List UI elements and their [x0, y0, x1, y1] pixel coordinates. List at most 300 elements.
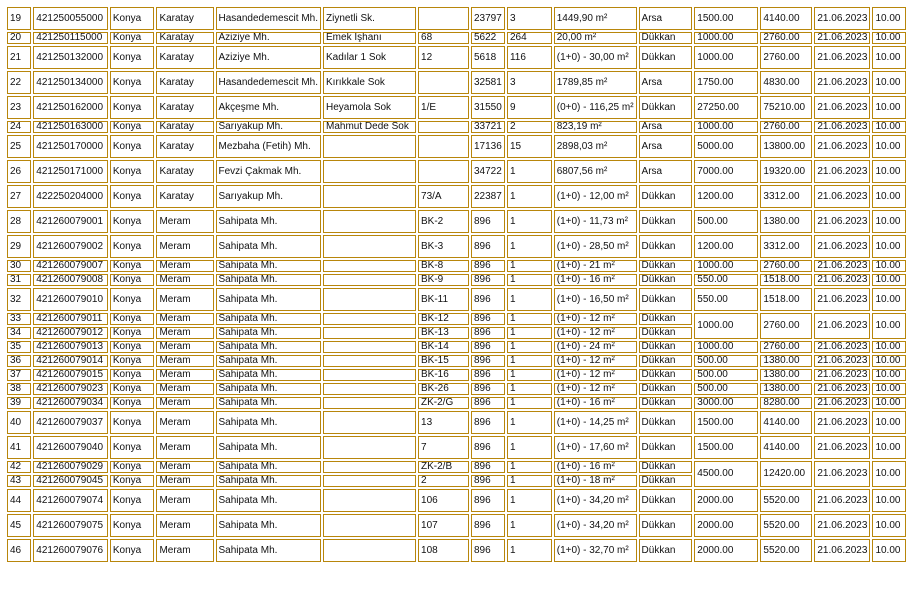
area-cell: (1+0) - 16 m² [554, 461, 637, 473]
tender-date-cell: 21.06.2023 [814, 32, 870, 44]
table-row [7, 411, 906, 434]
row-number-cell: 43 [7, 475, 31, 487]
street-cell [323, 355, 416, 367]
neighborhood-cell: Sahipata Mh. [216, 489, 322, 512]
block-cell: 1 [507, 461, 552, 473]
province-cell: Konya [110, 121, 155, 133]
row-number-cell: 25 [7, 135, 31, 158]
row-number-cell: 39 [7, 397, 31, 409]
row-number-cell: 19 [7, 7, 31, 30]
street-cell [323, 260, 416, 272]
district-cell: Meram [156, 369, 213, 381]
tender-date-cell: 21.06.2023 [814, 135, 870, 158]
property-code-cell: 421260079008 [33, 274, 108, 286]
door-number-cell: BK-11 [418, 288, 469, 311]
tender-time-cell: 10.00 [872, 461, 906, 487]
deposit-amount-cell: 75210.00 [760, 96, 812, 119]
block-cell: 3 [507, 71, 552, 94]
table-row [7, 135, 906, 158]
rent-amount-cell: 27250.00 [694, 96, 758, 119]
district-cell: Meram [156, 274, 213, 286]
property-code-cell: 421250162000 [33, 96, 108, 119]
tender-date-cell: 21.06.2023 [814, 260, 870, 272]
parcel-cell: 31550 [471, 96, 505, 119]
tender-date-cell: 21.06.2023 [814, 411, 870, 434]
row-number-cell: 29 [7, 235, 31, 258]
parcel-cell: 896 [471, 539, 505, 562]
table-row [7, 185, 906, 208]
table-row [7, 313, 906, 325]
area-cell: 2898,03 m² [554, 135, 637, 158]
property-type-cell: Dükkan [639, 96, 693, 119]
property-code-cell: 421250170000 [33, 135, 108, 158]
row-number-cell: 28 [7, 210, 31, 233]
district-cell: Meram [156, 489, 213, 512]
tender-date-cell: 21.06.2023 [814, 436, 870, 459]
deposit-amount-cell: 5520.00 [760, 489, 812, 512]
district-cell: Meram [156, 461, 213, 473]
table-row [7, 383, 906, 395]
neighborhood-cell: Sahipata Mh. [216, 397, 322, 409]
district-cell: Meram [156, 475, 213, 487]
row-number-cell: 23 [7, 96, 31, 119]
property-code-cell: 421260079002 [33, 235, 108, 258]
table-row [7, 7, 906, 30]
block-cell: 15 [507, 135, 552, 158]
deposit-amount-cell: 1380.00 [760, 369, 812, 381]
row-number-cell: 26 [7, 160, 31, 183]
property-type-cell: Arsa [639, 160, 693, 183]
table-row [7, 160, 906, 183]
district-cell: Meram [156, 355, 213, 367]
deposit-amount-cell: 4830.00 [760, 71, 812, 94]
district-cell: Karatay [156, 71, 213, 94]
rent-amount-cell: 500.00 [694, 369, 758, 381]
neighborhood-cell: Sahipata Mh. [216, 411, 322, 434]
parcel-cell: 896 [471, 327, 505, 339]
district-cell: Karatay [156, 96, 213, 119]
door-number-cell: BK-14 [418, 341, 469, 353]
area-cell: (0+0) - 116,25 m² [554, 96, 637, 119]
parcel-cell: 896 [471, 235, 505, 258]
tender-time-cell: 10.00 [872, 71, 906, 94]
street-cell: Ziynetli Sk. [323, 7, 416, 30]
rent-amount-cell: 1000.00 [694, 341, 758, 353]
street-cell [323, 135, 416, 158]
parcel-cell: 896 [471, 489, 505, 512]
tender-date-cell: 21.06.2023 [814, 383, 870, 395]
block-cell: 1 [507, 475, 552, 487]
property-code-cell: 421260079040 [33, 436, 108, 459]
door-number-cell: BK-12 [418, 313, 469, 325]
tender-time-cell: 10.00 [872, 489, 906, 512]
parcel-cell: 5618 [471, 46, 505, 69]
district-cell: Meram [156, 397, 213, 409]
deposit-amount-cell: 8280.00 [760, 397, 812, 409]
area-cell: 1449,90 m² [554, 7, 637, 30]
door-number-cell: 7 [418, 436, 469, 459]
door-number-cell: 108 [418, 539, 469, 562]
deposit-amount-cell: 1518.00 [760, 288, 812, 311]
rent-amount-cell: 2000.00 [694, 539, 758, 562]
province-cell: Konya [110, 260, 155, 272]
province-cell: Konya [110, 135, 155, 158]
district-cell: Karatay [156, 121, 213, 133]
rent-amount-cell: 1000.00 [694, 46, 758, 69]
property-code-cell: 421260079034 [33, 397, 108, 409]
area-cell: 1789,85 m² [554, 71, 637, 94]
tender-date-cell: 21.06.2023 [814, 514, 870, 537]
rent-amount-cell: 1000.00 [694, 260, 758, 272]
door-number-cell: ZK-2/G [418, 397, 469, 409]
tender-time-cell: 10.00 [872, 96, 906, 119]
area-cell: (1+0) - 34,20 m² [554, 489, 637, 512]
tender-time-cell: 10.00 [872, 7, 906, 30]
area-cell: (1+0) - 12 m² [554, 313, 637, 325]
tender-time-cell: 10.00 [872, 539, 906, 562]
row-number-cell: 24 [7, 121, 31, 133]
neighborhood-cell: Sahipata Mh. [216, 514, 322, 537]
province-cell: Konya [110, 288, 155, 311]
tender-time-cell: 10.00 [872, 411, 906, 434]
row-number-cell: 45 [7, 514, 31, 537]
deposit-amount-cell: 12420.00 [760, 461, 812, 487]
property-code-cell: 421250132000 [33, 46, 108, 69]
province-cell: Konya [110, 383, 155, 395]
rent-amount-cell: 1000.00 [694, 121, 758, 133]
province-cell: Konya [110, 475, 155, 487]
block-cell: 1 [507, 539, 552, 562]
row-number-cell: 37 [7, 369, 31, 381]
property-type-cell: Dükkan [639, 341, 693, 353]
door-number-cell: BK-16 [418, 369, 469, 381]
province-cell: Konya [110, 274, 155, 286]
tender-time-cell: 10.00 [872, 369, 906, 381]
row-number-cell: 30 [7, 260, 31, 272]
property-type-cell: Dükkan [639, 235, 693, 258]
province-cell: Konya [110, 355, 155, 367]
tender-date-cell: 21.06.2023 [814, 46, 870, 69]
block-cell: 2 [507, 121, 552, 133]
property-type-cell: Arsa [639, 135, 693, 158]
tender-date-cell: 21.06.2023 [814, 185, 870, 208]
parcel-cell: 22387 [471, 185, 505, 208]
tender-time-cell: 10.00 [872, 355, 906, 367]
property-code-cell: 421260079012 [33, 327, 108, 339]
row-number-cell: 33 [7, 313, 31, 325]
property-type-cell: Dükkan [639, 185, 693, 208]
parcel-cell: 33721 [471, 121, 505, 133]
parcel-cell: 896 [471, 341, 505, 353]
district-cell: Karatay [156, 185, 213, 208]
table-row [7, 96, 906, 119]
tender-date-cell: 21.06.2023 [814, 489, 870, 512]
province-cell: Konya [110, 185, 155, 208]
rent-amount-cell: 2000.00 [694, 514, 758, 537]
rent-amount-cell: 500.00 [694, 383, 758, 395]
property-code-cell: 421260079029 [33, 461, 108, 473]
property-type-cell: Dükkan [639, 514, 693, 537]
province-cell: Konya [110, 46, 155, 69]
neighborhood-cell: Sahipata Mh. [216, 436, 322, 459]
row-number-cell: 21 [7, 46, 31, 69]
province-cell: Konya [110, 489, 155, 512]
parcel-cell: 896 [471, 411, 505, 434]
street-cell [323, 313, 416, 325]
district-cell: Karatay [156, 46, 213, 69]
parcel-cell: 896 [471, 514, 505, 537]
door-number-cell: 12 [418, 46, 469, 69]
property-code-cell: 421260079023 [33, 383, 108, 395]
tender-date-cell: 21.06.2023 [814, 96, 870, 119]
street-cell [323, 210, 416, 233]
neighborhood-cell: Sahipata Mh. [216, 383, 322, 395]
district-cell: Meram [156, 210, 213, 233]
area-cell: (1+0) - 24 m² [554, 341, 637, 353]
property-type-cell: Dükkan [639, 355, 693, 367]
block-cell: 1 [507, 383, 552, 395]
tender-time-cell: 10.00 [872, 288, 906, 311]
parcel-cell: 896 [471, 475, 505, 487]
property-type-cell: Dükkan [639, 288, 693, 311]
table-body [7, 7, 906, 562]
rent-amount-cell: 1500.00 [694, 436, 758, 459]
table-row [7, 355, 906, 367]
door-number-cell: 107 [418, 514, 469, 537]
street-cell: Mahmut Dede Sok [323, 121, 416, 133]
tender-time-cell: 10.00 [872, 383, 906, 395]
property-type-cell: Dükkan [639, 411, 693, 434]
table-row [7, 341, 906, 353]
parcel-cell: 32581 [471, 71, 505, 94]
district-cell: Karatay [156, 32, 213, 44]
parcel-cell: 896 [471, 210, 505, 233]
district-cell: Karatay [156, 160, 213, 183]
province-cell: Konya [110, 461, 155, 473]
property-type-cell: Dükkan [639, 461, 693, 473]
province-cell: Konya [110, 7, 155, 30]
province-cell: Konya [110, 436, 155, 459]
street-cell [323, 411, 416, 434]
block-cell: 1 [507, 514, 552, 537]
area-cell: 823,19 m² [554, 121, 637, 133]
street-cell [323, 383, 416, 395]
district-cell: Meram [156, 288, 213, 311]
area-cell: (1+0) - 18 m² [554, 475, 637, 487]
property-code-cell: 421250163000 [33, 121, 108, 133]
deposit-amount-cell: 1380.00 [760, 383, 812, 395]
door-number-cell [418, 7, 469, 30]
street-cell: Emek İşhanı [323, 32, 416, 44]
deposit-amount-cell: 2760.00 [760, 32, 812, 44]
block-cell: 9 [507, 96, 552, 119]
neighborhood-cell: Fevzi Çakmak Mh. [216, 160, 322, 183]
rent-amount-cell: 550.00 [694, 288, 758, 311]
street-cell: Kırıkkale Sok [323, 71, 416, 94]
area-cell: (1+0) - 12 m² [554, 383, 637, 395]
area-cell: (1+0) - 28,50 m² [554, 235, 637, 258]
door-number-cell: BK-2 [418, 210, 469, 233]
door-number-cell: BK-15 [418, 355, 469, 367]
district-cell: Meram [156, 313, 213, 325]
row-number-cell: 20 [7, 32, 31, 44]
area-cell: (1+0) - 16,50 m² [554, 288, 637, 311]
area-cell: (1+0) - 16 m² [554, 397, 637, 409]
block-cell: 1 [507, 313, 552, 325]
neighborhood-cell: Hasandedemescit Mh. [216, 7, 322, 30]
door-number-cell [418, 121, 469, 133]
street-cell [323, 274, 416, 286]
deposit-amount-cell: 19320.00 [760, 160, 812, 183]
district-cell: Meram [156, 341, 213, 353]
deposit-amount-cell: 1518.00 [760, 274, 812, 286]
street-cell: Kadılar 1 Sok [323, 46, 416, 69]
property-code-cell: 421250115000 [33, 32, 108, 44]
street-cell [323, 397, 416, 409]
block-cell: 264 [507, 32, 552, 44]
province-cell: Konya [110, 539, 155, 562]
street-cell [323, 369, 416, 381]
street-cell [323, 514, 416, 537]
property-type-cell: Dükkan [639, 489, 693, 512]
area-cell: (1+0) - 17,60 m² [554, 436, 637, 459]
area-cell: (1+0) - 21 m² [554, 260, 637, 272]
block-cell: 1 [507, 355, 552, 367]
property-code-cell: 421260079037 [33, 411, 108, 434]
block-cell: 1 [507, 489, 552, 512]
area-cell: (1+0) - 12 m² [554, 369, 637, 381]
district-cell: Karatay [156, 7, 213, 30]
area-cell: (1+0) - 30,00 m² [554, 46, 637, 69]
parcel-cell: 896 [471, 313, 505, 325]
rent-amount-cell: 500.00 [694, 355, 758, 367]
tender-time-cell: 10.00 [872, 235, 906, 258]
neighborhood-cell: Sahipata Mh. [216, 235, 322, 258]
neighborhood-cell: Sahipata Mh. [216, 369, 322, 381]
deposit-amount-cell: 2760.00 [760, 341, 812, 353]
tender-date-cell: 21.06.2023 [814, 274, 870, 286]
property-code-cell: 421250055000 [33, 7, 108, 30]
neighborhood-cell: Sahipata Mh. [216, 327, 322, 339]
parcel-cell: 896 [471, 355, 505, 367]
deposit-amount-cell: 5520.00 [760, 539, 812, 562]
property-code-cell: 421260079001 [33, 210, 108, 233]
row-number-cell: 46 [7, 539, 31, 562]
block-cell: 1 [507, 210, 552, 233]
area-cell: (1+0) - 14,25 m² [554, 411, 637, 434]
property-type-cell: Arsa [639, 7, 693, 30]
tender-date-cell: 21.06.2023 [814, 7, 870, 30]
rent-amount-cell: 1200.00 [694, 185, 758, 208]
block-cell: 1 [507, 397, 552, 409]
neighborhood-cell: Akçeşme Mh. [216, 96, 322, 119]
tender-date-cell: 21.06.2023 [814, 288, 870, 311]
tender-date-cell: 21.06.2023 [814, 313, 870, 339]
street-cell: Heyamola Sok [323, 96, 416, 119]
rent-amount-cell: 500.00 [694, 210, 758, 233]
province-cell: Konya [110, 71, 155, 94]
tender-time-cell: 10.00 [872, 32, 906, 44]
tender-date-cell: 21.06.2023 [814, 355, 870, 367]
neighborhood-cell: Sahipata Mh. [216, 475, 322, 487]
property-type-cell: Dükkan [639, 436, 693, 459]
parcel-cell: 896 [471, 383, 505, 395]
property-code-cell: 421260079007 [33, 260, 108, 272]
street-cell [323, 461, 416, 473]
street-cell [323, 327, 416, 339]
tender-time-cell: 10.00 [872, 135, 906, 158]
parcel-cell: 896 [471, 260, 505, 272]
street-cell [323, 489, 416, 512]
province-cell: Konya [110, 514, 155, 537]
door-number-cell: 13 [418, 411, 469, 434]
street-cell [323, 288, 416, 311]
street-cell [323, 341, 416, 353]
deposit-amount-cell: 2760.00 [760, 121, 812, 133]
neighborhood-cell: Aziziye Mh. [216, 46, 322, 69]
district-cell: Meram [156, 539, 213, 562]
province-cell: Konya [110, 397, 155, 409]
door-number-cell: ZK-2/B [418, 461, 469, 473]
property-code-cell: 421260079010 [33, 288, 108, 311]
property-type-cell: Dükkan [639, 46, 693, 69]
table-row [7, 71, 906, 94]
row-number-cell: 34 [7, 327, 31, 339]
block-cell: 1 [507, 274, 552, 286]
parcel-cell: 896 [471, 288, 505, 311]
province-cell: Konya [110, 96, 155, 119]
block-cell: 1 [507, 185, 552, 208]
rent-amount-cell: 7000.00 [694, 160, 758, 183]
door-number-cell: BK-9 [418, 274, 469, 286]
property-type-cell: Arsa [639, 121, 693, 133]
property-type-cell: Dükkan [639, 313, 693, 325]
property-type-cell: Dükkan [639, 260, 693, 272]
neighborhood-cell: Sahipata Mh. [216, 210, 322, 233]
row-number-cell: 35 [7, 341, 31, 353]
area-cell: (1+0) - 11,73 m² [554, 210, 637, 233]
street-cell [323, 539, 416, 562]
district-cell: Meram [156, 327, 213, 339]
block-cell: 1 [507, 235, 552, 258]
street-cell [323, 160, 416, 183]
area-cell: (1+0) - 12 m² [554, 355, 637, 367]
deposit-amount-cell: 4140.00 [760, 411, 812, 434]
property-code-cell: 421260079074 [33, 489, 108, 512]
door-number-cell: 68 [418, 32, 469, 44]
row-number-cell: 44 [7, 489, 31, 512]
street-cell [323, 235, 416, 258]
property-type-cell: Dükkan [639, 327, 693, 339]
rent-amount-cell: 2000.00 [694, 489, 758, 512]
table-row [7, 121, 906, 133]
door-number-cell: BK-3 [418, 235, 469, 258]
door-number-cell: BK-13 [418, 327, 469, 339]
table-row [7, 32, 906, 44]
neighborhood-cell: Sahipata Mh. [216, 288, 322, 311]
parcel-cell: 896 [471, 274, 505, 286]
tender-date-cell: 21.06.2023 [814, 369, 870, 381]
tender-time-cell: 10.00 [872, 260, 906, 272]
rent-amount-cell: 1500.00 [694, 7, 758, 30]
door-number-cell: 73/A [418, 185, 469, 208]
province-cell: Konya [110, 32, 155, 44]
province-cell: Konya [110, 341, 155, 353]
parcel-cell: 34722 [471, 160, 505, 183]
rent-amount-cell: 1000.00 [694, 32, 758, 44]
deposit-amount-cell: 13800.00 [760, 135, 812, 158]
neighborhood-cell: Sahipata Mh. [216, 539, 322, 562]
